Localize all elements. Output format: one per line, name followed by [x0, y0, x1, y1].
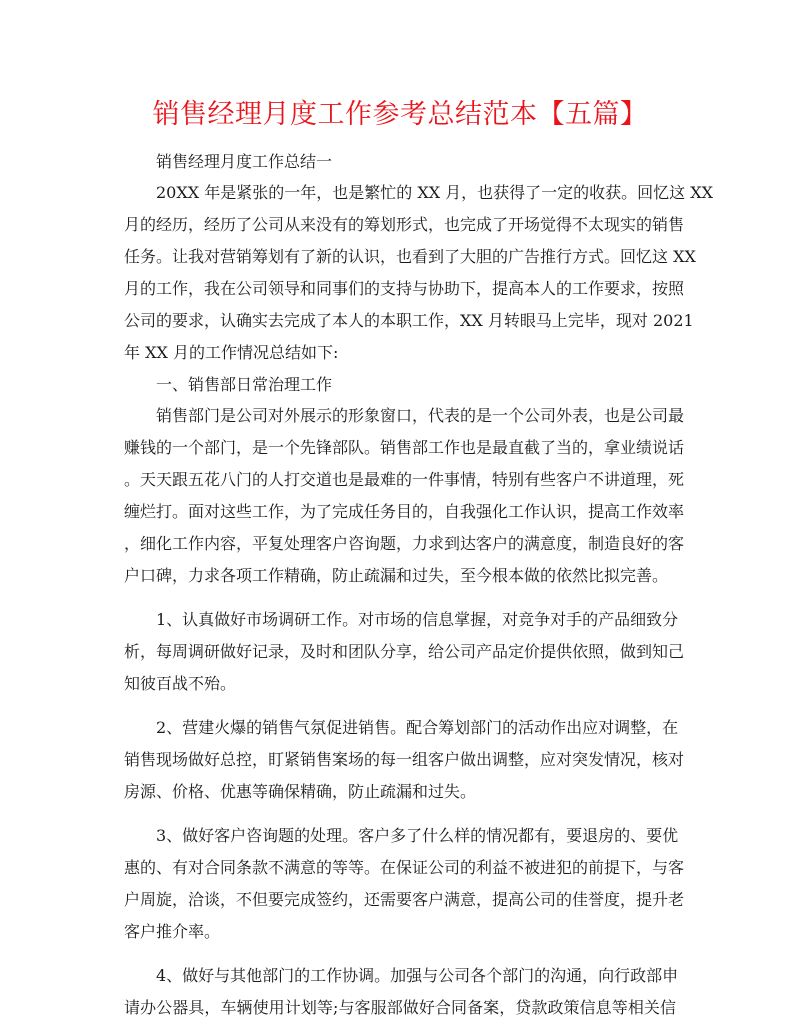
- paragraph-gap: [124, 700, 676, 712]
- paragraph-line: 任务。让我对营销筹划有了新的认识，也看到了大胆的广告推行方式。回忆这 XX: [124, 247, 696, 266]
- paragraph-line: 月的工作，我在公司领导和同事们的支持与协助下，提高本人的工作要求，按照: [124, 279, 685, 298]
- paragraph-line: 客户推介率。: [124, 922, 221, 941]
- paragraph-line: 缠烂打。面对这些工作，为了完成任务目的，自我强化工作认识，提高工作效率: [124, 502, 685, 521]
- paragraph-gap: [124, 592, 676, 604]
- paragraph-line: 4、做好与其他部门的工作协调。加强与公司各个部门的沟通，向行政部申: [156, 966, 679, 985]
- paragraph-line: 销售现场做好总控，盯紧销售案场的每一组客户做出调整，应对突发情况，核对: [124, 750, 685, 769]
- paragraph-line: 知彼百战不殆。: [124, 674, 237, 693]
- paragraph-item-1: [124, 604, 685, 700]
- paragraph-line: 1、认真做好市场调研工作。对市场的信息掌握，对竞争对手的产品细致分: [156, 610, 679, 629]
- paragraph-line: 户周旋，洽谈，不但要完成签约，还需要客户满意，提高公司的佳誉度，提升老: [124, 890, 685, 909]
- paragraph-line: 销售部门是公司对外展示的形象窗口，代表的是一个公司外表，也是公司最: [156, 406, 685, 425]
- paragraph-line: 惠的、有对合同条款不满意的等等。在保证公司的利益不被进犯的前提下，与客: [124, 858, 685, 877]
- paragraph-line: 析，每周调研做好记录，及时和团队分享，给公司产品定价提供依照，做到知己: [124, 642, 685, 661]
- paragraph-line: 赚钱的一个部门，是一个先锋部队。销售部工作也是最直截了当的，拿业绩说话: [124, 438, 685, 457]
- paragraph-item-4: [124, 960, 679, 1024]
- paragraph-line: 户口碑，力求各项工作精确，防止疏漏和过失，至今根本做的依然比拟完善。: [124, 566, 669, 585]
- paragraph-sales-dept: [124, 400, 685, 592]
- paragraph-line: 20XX 年是紧张的一年，也是繁忙的 XX 月，也获得了一定的收获。回忆这 XX: [156, 183, 714, 202]
- paragraph-line: 3、做好客户咨询题的处理。客户多了什么样的情况都有，要退房的、要优: [156, 826, 679, 845]
- paragraph-intro: [124, 177, 714, 369]
- paragraph-line: ，细化工作内容，平复处理客户咨询题，力求到达客户的满意度，制造良好的客: [124, 534, 685, 553]
- paragraph-item-2: [124, 712, 685, 808]
- paragraph-line: 房源、价格、优惠等确保精确，防止疏漏和过失。: [124, 782, 477, 801]
- section-heading: 销售经理月度工作总结一: [156, 152, 333, 171]
- paragraph-line: 2、营建火爆的销售气氛促进销售。配合筹划部门的活动作出应对调整，在: [156, 718, 679, 737]
- paragraph-gap: [124, 948, 676, 960]
- subsection-heading: 一、销售部日常治理工作: [156, 375, 333, 394]
- paragraph-line: 年 XX 月的工作情况总结如下:: [124, 343, 339, 362]
- document-title: 销售经理月度工作参考总结范本【五篇】: [152, 99, 648, 130]
- paragraph-item-3: [124, 820, 685, 948]
- paragraph-line: 公司的要求，认确实去完成了本人的本职工作，XX 月转眼马上完毕，现对 2021: [124, 311, 694, 330]
- paragraph-line: 月的经历，经历了公司从来没有的筹划形式，也完成了开场觉得不太现实的销售: [124, 215, 685, 234]
- paragraph-gap: [124, 808, 676, 820]
- document-body: [124, 146, 714, 1024]
- paragraph-line: 。天天跟五花八门的人打交道也是最难的一件事情，特别有些客户不讲道理，死: [124, 470, 685, 489]
- paragraph-line: 请办公器具，车辆使用计划等;与客服部做好合同备案，贷款政策信息等相关信: [124, 998, 676, 1017]
